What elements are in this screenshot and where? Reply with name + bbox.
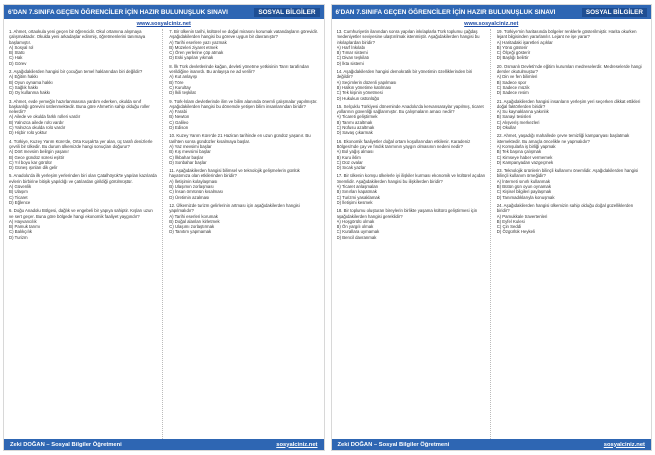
answer-option: D) Hiçbir rolü yoktur	[9, 130, 47, 136]
answer-option: A) İletişimin kolaylaşması	[169, 178, 218, 184]
answer-option: C) Kimseye haber vermemek	[496, 154, 553, 160]
answer-option: B) Ulaşım	[9, 189, 28, 195]
question-item	[169, 64, 318, 96]
answer-option: B) Ön yargılı olmak	[336, 224, 374, 230]
question-item	[497, 168, 646, 200]
answer-option: A) Haritadaki işaretleri açıklar	[496, 39, 553, 45]
answer-option: B) Ulaşımın zorlaşması	[169, 184, 214, 190]
question-item	[337, 173, 486, 205]
answer-option: C) Hak	[9, 55, 23, 61]
question-text: 16. Ekonomik faaliyetler doğal ortam koşullarından etkilenir. Karadeniz Bölgesi'nde çay ve fındık tarımının yaygın olmasının nedeni nedir?	[336, 138, 471, 149]
answer-option: B) Tımar sistemi	[336, 50, 368, 56]
footer-link[interactable]: sosyalciniz.net	[276, 441, 318, 448]
answer-option: C) Ticaret	[9, 194, 28, 200]
question-text: 5. Anadolu'da ilk yerleşim yerlerinden biri olan Çatalhöyük'te yapılan kazılarda evlerin birbirine bitişik yapıldığı ve çatılardan girildiği görülmüştür.	[9, 173, 157, 184]
question-item	[497, 133, 646, 165]
question-item	[497, 99, 646, 131]
answer-option: B) Tarımı azaltmak	[336, 119, 373, 125]
answer-option: D) Sıcak yazlar	[336, 165, 366, 171]
answer-option: A) Ticaret anlaşmaları	[336, 184, 379, 190]
page-footer	[4, 439, 324, 450]
answer-option: B) Yönü gösterir	[496, 44, 528, 50]
answer-option: D) Kampanyadan vazgeçmek	[496, 159, 554, 165]
answer-option: C) Sadece müzik	[496, 84, 530, 90]
answer-option: A) Su kaynaklarına yakınlık	[496, 109, 549, 115]
question-text: 14. Aşağıdakilerden hangisi demokratik bir yönetimin özelliklerinden biri değildir?	[336, 69, 473, 80]
question-text: 20. Osmanlı Devleti'nde eğitim kurumları medreselerdir. Medreselerde hangi dersler okutulmuştur?	[496, 63, 642, 75]
answer-option: D) İkta sistemi	[336, 60, 364, 66]
answer-option: C) İlkbahar başlar	[169, 154, 204, 160]
question-item	[9, 173, 158, 205]
answer-option: D) Bencil davranmak	[336, 234, 377, 240]
answer-option: C) Tek kişinin yönetmesi	[336, 90, 383, 96]
answer-option: D) Görev	[9, 60, 27, 66]
answer-option: D) Özgürlük Heykeli	[496, 229, 535, 235]
subject-label: SOSYAL BİLGİLER	[582, 8, 647, 17]
question-text: 13. Cumhuriyetin ilanından sonra yapılan inkılaplarla Türk toplumu çağdaş medeniyetler seviyesine ulaştırılmak istenmiştir. Aşağıdakilerden hangisi bu inkılaplardan biridir?	[336, 29, 480, 45]
answer-option: C) Galileo	[169, 119, 189, 125]
answer-option: C) Kişisel bilgileri paylaşmak	[496, 189, 552, 195]
answer-option: C) İnsan ömrünün kısalması	[169, 189, 223, 195]
question-text: 6. Doğu Anadolu Bölgesi, dağlık ve engebeli bir yapıya sahiptir. Kışları uzun ve sert geçer. Buna göre bölgede hangi ekonomik faaliyet yaygındır?	[9, 208, 153, 219]
answer-option: A) Kut anlayışı	[169, 74, 198, 80]
answer-option: A) Komşularla iş birliği yapmak	[496, 143, 556, 149]
answer-option: D) Turizm	[9, 234, 28, 240]
answer-option: A) Tarihi eserlere yazı yazmak	[169, 39, 227, 45]
answer-option: A) İnterneti sınırlı kullanmak	[496, 178, 551, 184]
question-columns	[4, 29, 324, 439]
site-link[interactable]: www.sosyalciniz.net	[136, 21, 191, 27]
question-text: 9. Türk-İslam devletlerinde ilim ve bilim alanında önemli çalışmalar yapılmıştır. Aşağıdakilerden hangisi bu dönemde yetişen bilim insanlarından biridir?	[169, 98, 318, 109]
question-text: 10. Kuzey Yarım Küre'de 21 Haziran tarihinde en uzun gündüz yaşanır. Bu tarihten sonra gündüzler kısalmaya başlar.	[169, 133, 311, 144]
answer-option: D) Eski yapıları yıkmak	[169, 55, 214, 61]
answer-option: A) Hoşgörülü olmak	[336, 218, 375, 224]
answer-option: A) Ailede ve okulda farklı rolleri vardır	[9, 114, 81, 120]
answer-option: D) Edison	[169, 125, 189, 131]
question-item	[337, 29, 486, 66]
answer-option: B) Bütün gün oyun oynamak	[496, 184, 551, 190]
question-text: 3. Ahmet, evde yemeğin hazırlanmasına yardım ederken, okulda sınıf başkanlığı görevini üstlenmektedir. Buna göre Ahmet'in sahip olduğu roller nelerdir?	[9, 98, 150, 115]
answer-option: A) Hayvancılık	[9, 218, 37, 224]
answer-option: D) Oy kullanma hakkı	[9, 90, 51, 96]
column-right	[169, 29, 318, 439]
question-text: 11. Aşağıdakilerden hangisi bilimsel ve teknolojik gelişmelerin günlük hayatımıza olan etkilerinden biridir?	[169, 168, 300, 179]
question-columns	[332, 29, 652, 439]
answer-option: B) Eyfel Kulesi	[496, 218, 525, 224]
footer-link[interactable]: sosyalciniz.net	[603, 441, 645, 448]
answer-option: B) Halkın yönetime katılması	[336, 84, 392, 90]
answer-option: D) İkili teşkilat	[169, 90, 196, 96]
answer-option: C) Kurultay	[169, 84, 191, 90]
answer-option: A) Sosyal rol	[9, 44, 34, 50]
question-text: 21. Aşağıdakilerden hangisi insanların yerleşim yeri seçerken dikkat ettikleri doğal faktörlerden biridir?	[496, 98, 641, 109]
answer-option: A) Bol yağış alması	[336, 149, 374, 155]
answer-option: B) Kış mevsimi başlar	[169, 149, 211, 155]
question-item	[337, 104, 486, 136]
question-text: 4. Türkiye, Kuzey Yarım Küre'de, Orta Kuşak'ta yer alan, üç tarafı denizlerle çevrili bir ülkedir. Bu durum ülkemizde hangi sonuçları doğurur?	[9, 138, 153, 149]
answer-option: C) Sağlık hakkı	[9, 84, 39, 90]
answer-option: C) Divan teşkilatı	[336, 55, 369, 61]
question-text: 17. Bir ülkenin komşu ülkelerle iyi ilişkiler kurması ekonomik ve kültürel açıdan önemlidir. Aşağıdakilerden hangisi bu ilişkilerden biridir?	[336, 173, 486, 184]
question-item	[169, 99, 318, 131]
answer-option: C) Turizmi yasaklamak	[336, 194, 380, 200]
answer-option: D) Savaş çıkarmak	[336, 130, 373, 136]
answer-option: D) Başlığı belirtir	[496, 55, 529, 61]
answer-option: D) Üretimin azalması	[169, 194, 210, 200]
answer-option: B) Doğal alanları kirletmek	[169, 218, 220, 224]
question-item	[9, 99, 158, 136]
answer-option: B) Gece gündüz süresi eşittir	[9, 154, 65, 160]
exam-title: 6'DAN 7.SINIFA GEÇEN ÖĞRENCİLER İÇİN HAZIR BULUNUŞLUK SINAVI	[335, 8, 556, 16]
question-item	[497, 64, 646, 96]
answer-option: B) Sınırları kapatmak	[336, 189, 377, 195]
answer-option: B) Newton	[169, 114, 190, 120]
answer-option: D) Tanıtım yapmamak	[169, 229, 212, 235]
answer-option: A) Yaz mevsimi başlar	[169, 143, 212, 149]
answer-option: B) Sadece spor	[496, 79, 527, 85]
answer-option: C) Alışveriş merkezleri	[496, 119, 540, 125]
question-item	[337, 69, 486, 101]
question-item	[337, 208, 486, 240]
page-footer	[332, 439, 652, 450]
answer-option: C) Nüfusu azaltmak	[336, 125, 375, 131]
answer-option: D) Okullar	[496, 125, 517, 131]
question-item	[9, 29, 158, 66]
column-left	[9, 29, 163, 439]
answer-option: D) Sadece resim	[496, 90, 529, 96]
answer-option: A) Eğitim hakkı	[9, 74, 38, 80]
exam-title: 6'DAN 7.SINIFA GEÇEN ÖĞRENCİLER İÇİN HAZIR BULUNUŞLUK SINAVI	[8, 8, 228, 16]
answer-option: A) Dört mevsim belirgin yaşanır	[9, 149, 69, 155]
subject-label: SOSYAL BİLGİLER	[254, 8, 319, 17]
question-item	[169, 133, 318, 165]
column-left	[337, 29, 491, 439]
answer-option: A) Tarihi eserleri korumak	[169, 213, 218, 219]
answer-option: B) Müzeleri ziyaret etmek	[169, 44, 218, 50]
answer-option: C) Yıl boyu kar görülür	[9, 159, 52, 165]
question-item	[497, 203, 646, 235]
question-text: 1. Ahmet, ortaokula yeni geçen bir öğrencidir. Okul ortamına alışmaya çalışmaktadır. Okulda yeni arkadaşlar edinmiş, öğretmenlerini tanımaya başlamıştır.	[9, 29, 146, 45]
answer-option: D) Tanımadıklarıyla konuşmak	[496, 194, 555, 200]
answer-option: B) Pamuk tarımı	[9, 224, 41, 230]
answer-option: B) Tek başına çalışmak	[496, 149, 542, 155]
question-item	[9, 69, 158, 95]
question-item	[497, 29, 646, 61]
question-text: 7. Bir ülkenin tarihi, kültürel ve doğal mirasını korumak vatandaşların görevidir. Aşağıdakilerden hangisi bu göreve uygun bir davranıştır?	[169, 29, 319, 40]
site-link[interactable]: www.sosyalciniz.net	[464, 21, 519, 27]
answer-option: B) Kuru iklim	[336, 154, 361, 160]
question-text: 2. Aşağıdakilerden hangisi bir çocuğun temel haklarından biri değildir?	[9, 69, 143, 75]
question-text: 8. İlk Türk devletlerinde kağan, devleti yönetme yetkisinin Tanrı tarafından verildiğine inanırdı. Bu anlayışa ne ad verilir?	[169, 63, 310, 75]
question-text: 12. Ülkemizde turizm gelirlerinin artması için aşağıdakilerden hangisi yapılmalıdır?	[169, 202, 300, 214]
question-item	[9, 208, 158, 240]
page-header	[4, 5, 324, 19]
question-text: 22. Ahmet, yaşadığı mahallede çevre temizliği kampanyası başlatmak istemektedir. Bu amaçla öncelikle ne yapmalıdır?	[496, 133, 630, 144]
question-text: 24. Aşağıdakilerden hangisi ülkemizin sahip olduğu doğal güzelliklerden biridir?	[496, 202, 634, 214]
question-text: 18. Bir toplumu oluşturan bireylerin birlikte yaşama kültürü geliştirmesi için aşağıdakilerden hangisi gereklidir?	[336, 208, 478, 219]
answer-option: A) Seçimlerin düzenli yapılması	[336, 79, 397, 85]
answer-option: B) Statü	[9, 50, 25, 56]
answer-option: A) Din ve fen bilimleri	[496, 74, 538, 80]
question-text: 19. Türkiye'nin haritasında bölgeler renklerle gösterilmiştir. Harita okurken lejant bilgisinden yararlanılır. Lejant ne işe yarar?	[496, 29, 637, 40]
answer-option: D) Güneş ışınları dik gelir	[9, 165, 58, 171]
answer-option: D) Eğlence	[9, 199, 31, 205]
question-item	[9, 139, 158, 171]
question-item	[169, 203, 318, 235]
question-text: 15. Selçuklu Türkiyesi döneminde Anadolu'da kervansaraylar yapılmış, ticaret yollarının güvenliği sağlanmıştır. Bu çalışmaların amacı nedir?	[336, 103, 484, 115]
answer-option: B) Oyun oynama hakkı	[9, 79, 53, 85]
question-text: 23. Teknolojik ürünlerin bilinçli kullanımı önemlidir. Aşağıdakilerden hangisi bilinçli kullanım örneğidir?	[496, 168, 639, 179]
answer-option: D) Sonbahar başlar	[169, 159, 207, 165]
question-item	[337, 139, 486, 171]
answer-option: B) Sanayi tesisleri	[496, 114, 532, 120]
answer-option: C) Ölçeği gösterir	[496, 50, 531, 56]
answer-option: A) Ticareti geliştirmek	[336, 114, 378, 120]
answer-option: C) Kurallara uymamak	[336, 229, 380, 235]
answer-option: D) Hukukun üstünlüğü	[336, 95, 380, 101]
answer-option: A) Pamukkale travertenleri	[496, 213, 548, 219]
page-right	[331, 4, 653, 451]
answer-option: B) Yalnızca ailede rolü vardır	[9, 119, 64, 125]
column-right	[497, 29, 646, 439]
answer-option: A) Harf İnkılabı	[336, 44, 366, 50]
answer-option: C) Ulaşımı zorlaştırmak	[169, 224, 215, 230]
page-left	[3, 4, 325, 451]
answer-option: C) Ören yerlerine çöp atmak	[169, 50, 224, 56]
author-label: Zeki DOĞAN – Sosyal Bilgiler Öğretmeni	[337, 441, 450, 448]
page-header	[332, 5, 652, 19]
author-label: Zeki DOĞAN – Sosyal Bilgiler Öğretmeni	[10, 441, 122, 448]
answer-option: C) Balıkçılık	[9, 229, 32, 235]
answer-option: D) İletişimi kesmek	[336, 199, 373, 205]
question-item	[169, 168, 318, 200]
answer-option: A) Güvenlik	[9, 184, 32, 190]
answer-option: C) Düz ovalar	[336, 159, 363, 165]
answer-option: A) Farabi	[169, 109, 187, 115]
answer-option: C) Yalnızca okulda rolü vardır	[9, 125, 66, 131]
answer-option: B) Töre	[169, 79, 184, 85]
question-item	[169, 29, 318, 61]
answer-option: C) Çin Seddi	[496, 224, 522, 230]
